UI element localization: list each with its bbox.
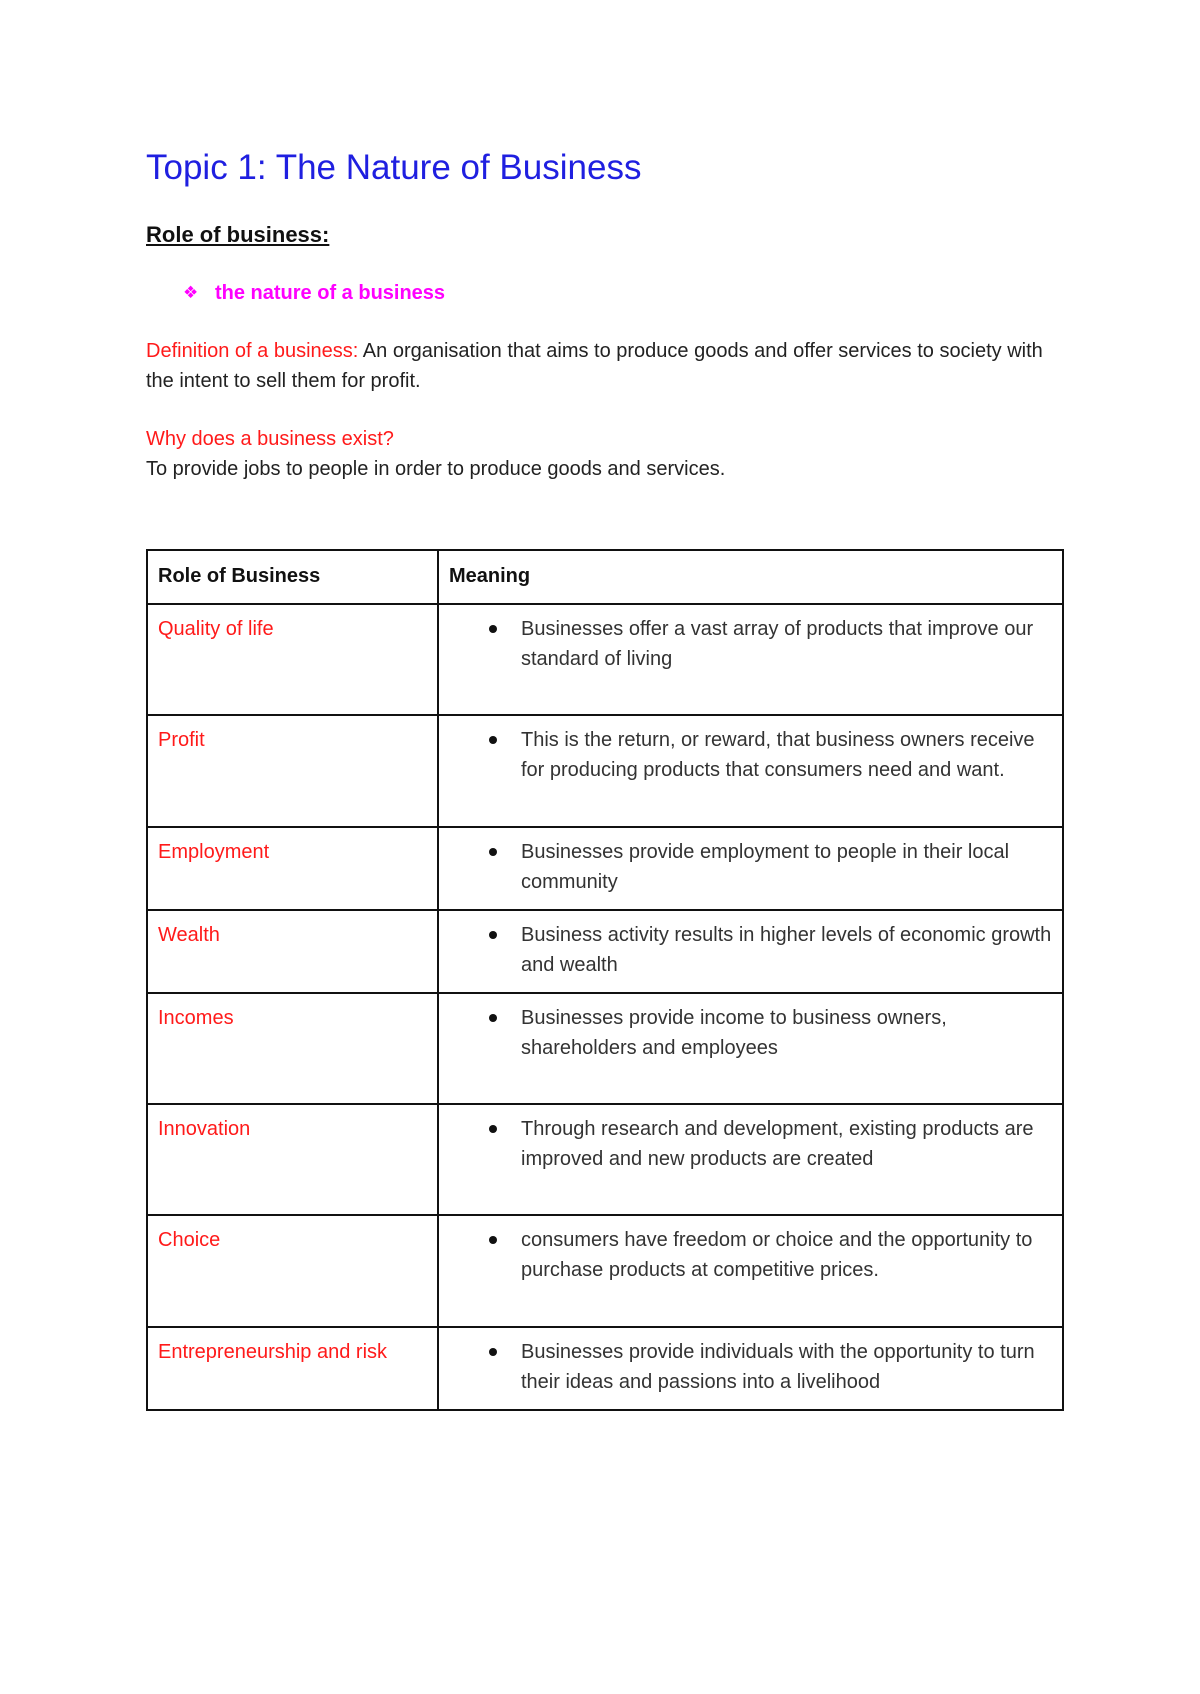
bullet-dot-icon [489, 1348, 497, 1356]
page-title: Topic 1: The Nature of Business [146, 148, 642, 187]
table-row [147, 715, 1063, 827]
header-role: Role of Business [147, 550, 438, 604]
meaning-text: Business activity results in higher levels of economic growth and wealth [521, 924, 1052, 976]
bullet-dot-icon [489, 1236, 497, 1244]
meaning-cell [438, 604, 1063, 715]
meaning-bullet-item [449, 1003, 1052, 1063]
role-cell: Choice [147, 1215, 438, 1327]
bullet-dot-icon [489, 736, 497, 744]
meaning-cell [438, 1327, 1063, 1410]
meaning-text: This is the return, or reward, that business owners receive for producing products that consumers need and want. [521, 729, 1035, 781]
meaning-text: Businesses offer a vast array of products that improve our standard of living [521, 618, 1034, 670]
role-cell: Employment [147, 827, 438, 910]
meaning-bullet-item [449, 614, 1052, 674]
bullet-dot-icon [489, 848, 497, 856]
meaning-text: consumers have freedom or choice and the opportunity to purchase products at competitive prices. [521, 1229, 1033, 1281]
meaning-cell [438, 1104, 1063, 1215]
meaning-cell [438, 993, 1063, 1104]
meaning-cell [438, 827, 1063, 910]
bullet-dot-icon [489, 1125, 497, 1133]
table-row [147, 827, 1063, 910]
meaning-bullet-item [449, 1337, 1052, 1397]
meaning-bullet-item [449, 725, 1052, 785]
definition-label: Definition of a business: [146, 340, 359, 362]
meaning-text: Businesses provide employment to people in their local community [521, 841, 1010, 893]
roles-table [146, 549, 1064, 1411]
meaning-text: Businesses provide individuals with the opportunity to turn their ideas and passions into a livelihood [521, 1341, 1035, 1393]
meaning-cell [438, 715, 1063, 827]
answer-text: To provide jobs to people in order to produce goods and services. [146, 458, 726, 480]
bullet-heading-text: the nature of a business [215, 282, 446, 304]
meaning-cell [438, 1215, 1063, 1327]
bullet-dot-icon [489, 1014, 497, 1022]
meaning-bullet-item [449, 1225, 1052, 1285]
role-cell: Profit [147, 715, 438, 827]
role-cell: Entrepreneurship and risk [147, 1327, 438, 1410]
bullet-dot-icon [489, 931, 497, 939]
meaning-bullet-item [449, 920, 1052, 980]
role-cell: Incomes [147, 993, 438, 1104]
bullet-heading [183, 278, 1064, 308]
question-paragraph [146, 424, 1064, 484]
diamond-bullet-icon: ❖ [183, 283, 199, 302]
role-cell: Quality of life [147, 604, 438, 715]
table-row [147, 1104, 1063, 1215]
meaning-bullet-item [449, 1114, 1052, 1174]
header-meaning: Meaning [438, 550, 1063, 604]
bullet-dot-icon [489, 625, 497, 633]
section-heading: Role of business: [146, 222, 330, 247]
definition-paragraph [146, 336, 1064, 396]
question-text: Why does a business exist? [146, 428, 394, 450]
table-row [147, 910, 1063, 993]
document-body [146, 138, 1064, 484]
meaning-text: Businesses provide income to business owners, shareholders and employees [521, 1007, 947, 1059]
table-header-row [147, 550, 1063, 604]
meaning-bullet-item [449, 837, 1052, 897]
definition-text: An organisation that aims to produce goods and offer services to society with the intent to sell them for profit. [146, 340, 1043, 392]
table-row [147, 1327, 1063, 1410]
meaning-cell [438, 910, 1063, 993]
meaning-text: Through research and development, existing products are improved and new products are created [521, 1118, 1034, 1170]
role-cell: Innovation [147, 1104, 438, 1215]
table-row [147, 604, 1063, 715]
table-body [147, 604, 1063, 1410]
role-cell: Wealth [147, 910, 438, 993]
table-row [147, 993, 1063, 1104]
table-row [147, 1215, 1063, 1327]
